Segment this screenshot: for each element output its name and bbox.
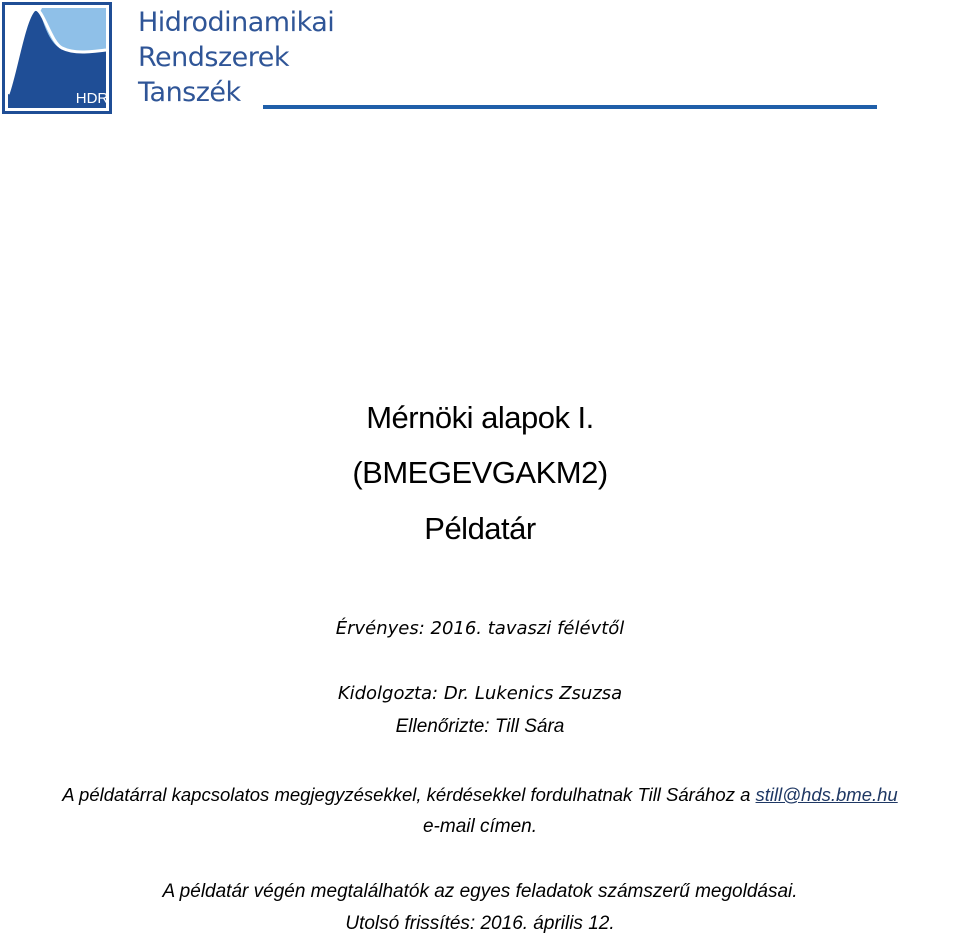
hdr-logo-graphic [2, 2, 112, 114]
validity-text: Érvényes: 2016. tavaszi félévtől [335, 618, 625, 639]
header-rule [263, 105, 877, 109]
contact-note-end: e-mail címen. [422, 816, 538, 837]
document-title: Mérnöki alapok I. [366, 400, 594, 435]
reviewer-text: Ellenőrizte: Till Sára [395, 716, 565, 737]
department-name-line-1: Hidrodinamikai [138, 7, 335, 38]
course-code: (BMEGEVGAKM2) [352, 455, 608, 490]
department-name [138, 5, 334, 110]
solutions-note: A példatár végén megtalálhatók az egyes feladatok számszerű megoldásai. [162, 881, 798, 902]
hdr-logo-badge [2, 2, 112, 114]
last-updated: Utolsó frissítés: 2016. április 12. [345, 913, 615, 934]
logo-badge-text: HDR [75, 90, 109, 107]
author-text: Kidolgozta: Dr. Lukenics Zsuzsa [337, 683, 623, 704]
contact-note-text: A példatárral kapcsolatos megjegyzésekkel, kérdésekkel fordulhatnak Till Sárához a [62, 784, 756, 805]
department-name-line-2: Rendszerek [138, 42, 290, 73]
document-subtitle: Példatár [424, 511, 536, 546]
department-name-line-3: Tanszék [138, 77, 241, 108]
contact-note [0, 783, 960, 807]
email-link[interactable]: still@hds.bme.hu [755, 784, 898, 805]
